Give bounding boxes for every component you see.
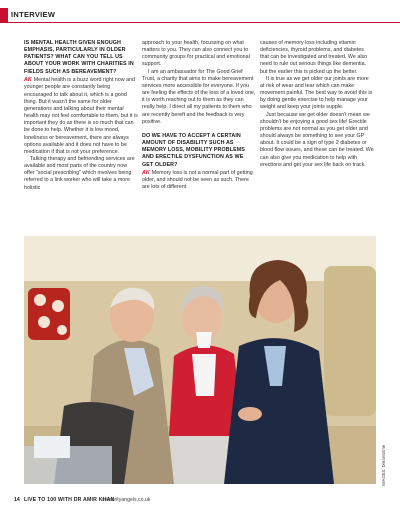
paragraph: It is true as we get older our joints are more at risk of wear and tear which can make movement painful. The best way to avoid this is by doing gentle exercise to help manage your weight and keep your joints supple. — [260, 75, 373, 111]
answer-paragraph — [142, 170, 256, 191]
photo-credit: IMAGES: Dreamstime — [381, 444, 386, 486]
page-footer — [0, 496, 400, 508]
paragraph: Talking therapy and befriending services are available and most parts of the country now offer “social prescribing” which involves being referred to a link worker who will take a more holistic — [24, 156, 135, 191]
answer-paragraph — [24, 77, 138, 156]
article-photo — [24, 236, 376, 484]
text-column-1 — [24, 40, 138, 192]
cushion — [28, 288, 70, 340]
paragraph: approach to your health, focussing on what matters to you. They can also connect you to community groups for practical and emotional support. — [142, 40, 250, 68]
section-marker — [0, 8, 8, 22]
text-column-3 — [260, 40, 374, 169]
paragraph: I am an ambassador for The Good Grief Trust, a charity that aims to make bereavement services more accessible for everyone. If you are feeling the effects of the loss of a loved one, it is worth reaching out to them as they can really help. I direct all my patients to them who are recently bereft and the feedback is very positive. — [142, 68, 256, 125]
consultation-illustration — [24, 236, 376, 484]
section-header — [0, 0, 400, 22]
question-mental-health: IS MENTAL HEALTH GIVEN ENOUGH EMPHASIS, PARTICULARLY IN OLDER PATIENTS? WHAT CAN YOU TELL US ABOUT YOUR WORK WITH CHARITIES IN FIELDS SUCH AS BEREAVEMENT? — [24, 40, 134, 75]
section-label: INTERVIEW — [11, 10, 56, 19]
publication-title: LIVE TO 100 WITH DR AMIR KHAN — [24, 497, 115, 503]
answer-text: Memory loss is not a normal part of getting older, and should not be seen as such. There are lots of different — [142, 170, 253, 191]
answer-marker-icon: AK — [142, 170, 150, 177]
header-rule — [0, 22, 400, 23]
page-number: 14 — [14, 497, 20, 503]
paragraph: causes of memory loss including vitamin deficiencies, thyroid problems, and diabetes that can be investigated and treated. We also need to rule out serious things like dementia, but the earlier this is picked up the better. — [260, 40, 368, 75]
paragraph: Just because we get older doesn't mean we shouldn't be enjoying a good sex life! Erectile problems are not normal as you get older and should always be something to see your GP about. It could be a sign of type 2 diabetes or blood flow issues, and these can be treated. We can also give you medication to help with erections and get your sex life back on track. — [260, 111, 374, 168]
question-disability: DO WE HAVE TO ACCEPT A CERTAIN AMOUNT OF DISABILITY SUCH AS MEMORY LOSS, MOBILITY PROBLEMS AND ERECTILE DYSFUNCTION AS WE GET OLDER? — [142, 132, 245, 168]
text-column-2 — [142, 40, 256, 192]
answer-marker-icon: AK — [24, 77, 32, 84]
answer-text: Mental health is a buzz word right now and younger people are constantly being encouraged to talk about it, which is a good thing. But it wasn't the same for older generations and talking about their mental health may not feel comfortable to them, but it is important they do as there is so much that can be done to help. Whether it is low mood, loneliness or bereavement, there are always options available and it does not have to be medication if that is not your preference. — [24, 77, 138, 155]
website-link[interactable]: celebrityangels.co.uk — [102, 497, 151, 503]
